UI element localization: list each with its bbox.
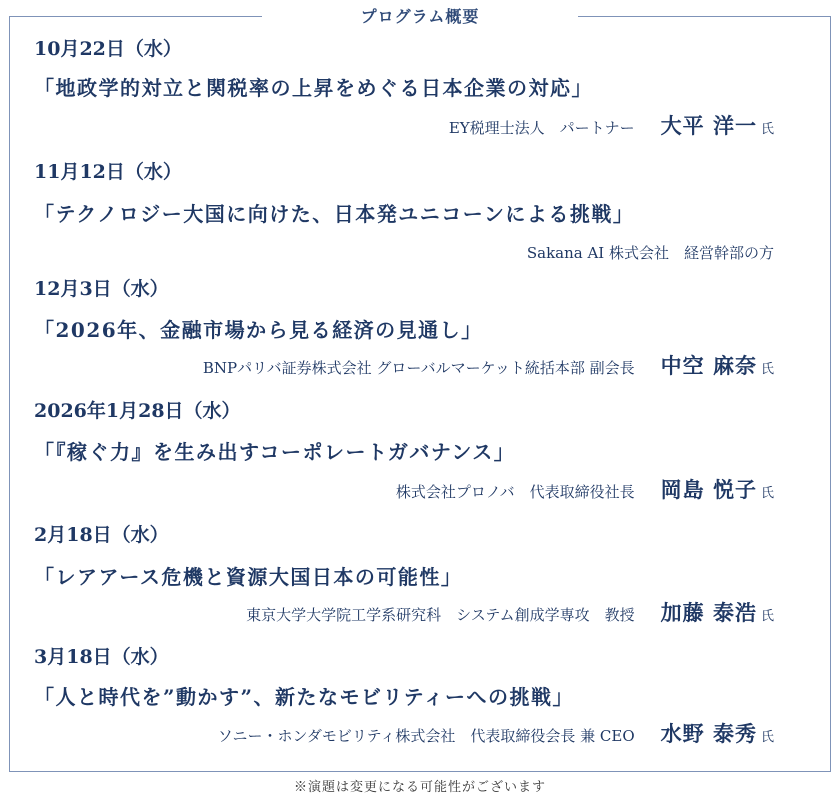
session-title: 「レアアース危機と資源大国日本の可能性」 (34, 565, 463, 589)
session-date: 2月18日（水） (34, 524, 169, 546)
speaker-name: 加藤 泰浩 (660, 600, 757, 625)
speaker-honorific: 氏 (760, 609, 774, 624)
disclaimer-note: ※演題は変更になる可能性がございます (293, 780, 546, 795)
speaker-name: 水野 泰秀 (660, 721, 757, 746)
speaker-honorific: 氏 (760, 122, 774, 137)
session-date: 3月18日（水） (34, 646, 169, 668)
session-speaker (218, 718, 774, 748)
session-date: 12月3日（水） (34, 278, 169, 300)
session-speaker (449, 110, 774, 140)
speaker-name: 中空 麻奈 (660, 353, 757, 378)
speaker-org: EY税理士法人 パートナー (448, 119, 635, 137)
session-date: 10月22日（水） (34, 38, 182, 60)
speaker-org: 株式会社プロノバ 代表取締役社長 (395, 483, 635, 501)
session-title: 「2026年、金融市場から見る経済の見通し」 (34, 318, 483, 342)
session-title: 「テクノロジー大国に向けた、日本発ユニコーンによる挑戦」 (34, 202, 635, 226)
speaker-org: Sakana AI 株式会社 経営幹部の方 (526, 244, 774, 262)
session-date: 2026年1月28日（水） (34, 400, 241, 422)
session-title: 「人と時代を”動かす”、新たなモビリティーへの挑戦」 (34, 685, 575, 709)
speaker-org: BNPパリバ証券株式会社 グローバルマーケット統括本部 副会長 (202, 359, 635, 377)
speaker-honorific: 氏 (760, 486, 774, 501)
speaker-org: ソニー・ホンダモビリティ株式会社 代表取締役会長 兼 CEO (217, 727, 635, 745)
session-speaker (203, 350, 774, 380)
speaker-honorific: 氏 (760, 730, 774, 745)
program-heading: プログラム概要 (262, 4, 578, 27)
speaker-name: 岡島 悦子 (660, 477, 757, 502)
speaker-honorific: 氏 (760, 362, 774, 377)
session-speaker (527, 242, 774, 263)
session-title: 「地政学的対立と関税率の上昇をめぐる日本企業の対応」 (34, 76, 593, 100)
session-date: 11月12日（水） (34, 161, 182, 183)
session-speaker (396, 474, 774, 504)
session-speaker (246, 597, 774, 627)
session-title: 「『稼ぐ力』を生み出すコーポレートガバナンス」 (34, 440, 516, 464)
speaker-org: 東京大学大学院工学系研究科 システム創成学専攻 教授 (246, 606, 635, 624)
speaker-name: 大平 洋一 (660, 113, 757, 138)
